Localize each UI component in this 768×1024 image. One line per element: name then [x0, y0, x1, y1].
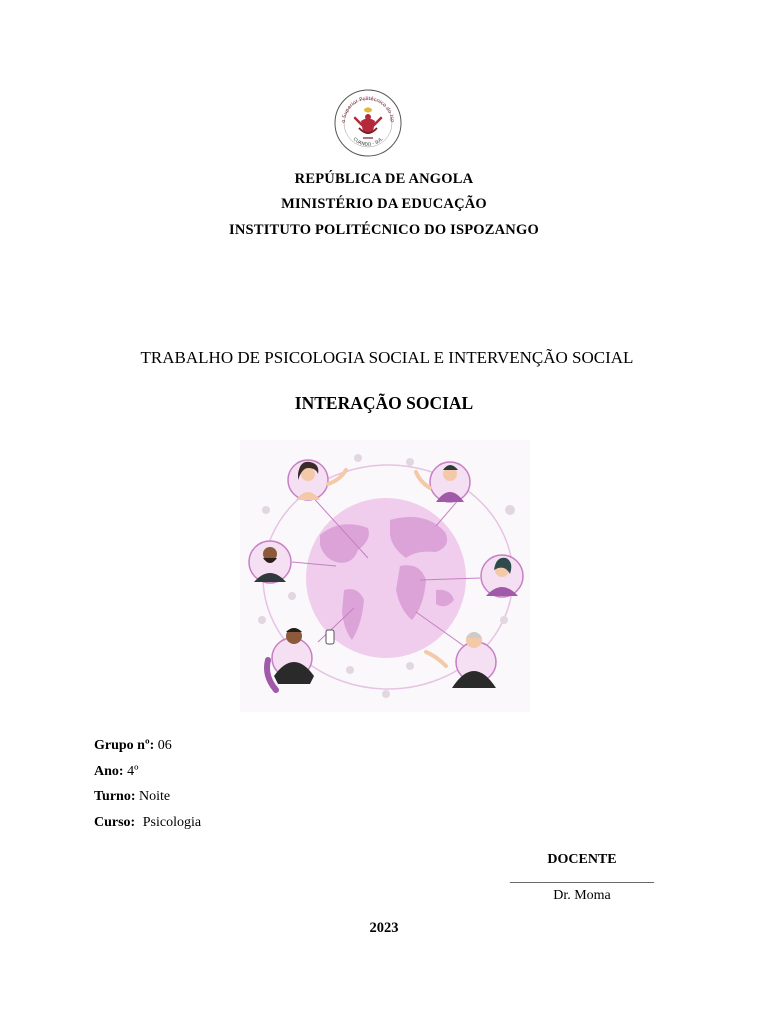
year-label: Ano:	[94, 764, 124, 779]
course-value: Psicologia	[142, 815, 202, 830]
signature-line: ________________________	[510, 870, 654, 884]
institute-logo	[333, 88, 403, 158]
shift-value: Noite	[139, 789, 171, 804]
header-ministry: MINISTÉRIO DA EDUCAÇÃO	[281, 196, 487, 212]
docente-label: DOCENTE	[547, 852, 617, 867]
person-avatar-right	[481, 555, 523, 597]
course-label: Curso:	[94, 815, 136, 830]
logo-text-top: o Superior Politécnico do Isp	[340, 95, 396, 124]
info-year	[94, 764, 138, 780]
info-course	[94, 815, 201, 831]
group-label: Grupo nº:	[94, 738, 155, 753]
person-avatar-left	[249, 541, 291, 583]
page-subtitle: INTERAÇÃO SOCIAL	[294, 393, 474, 413]
shift-label: Turno:	[94, 789, 136, 804]
header-institute: INSTITUTO POLITÉCNICO DO ISPOZANGO	[229, 222, 539, 238]
info-shift	[94, 789, 170, 805]
social-interaction-illustration	[240, 440, 530, 712]
info-group	[94, 738, 172, 754]
document-year: 2023	[369, 920, 399, 936]
page-title: TRABALHO DE PSICOLOGIA SOCIAL E INTERVENÇÃO SOCIAL	[140, 348, 634, 367]
year-value: 4º	[127, 764, 139, 779]
header-republic: REPÚBLICA DE ANGOLA	[294, 171, 474, 187]
group-value: 06	[157, 738, 172, 753]
logo-text-bottom: CUANDO - SUL	[351, 137, 385, 148]
docente-name: Dr. Moma	[553, 888, 611, 903]
